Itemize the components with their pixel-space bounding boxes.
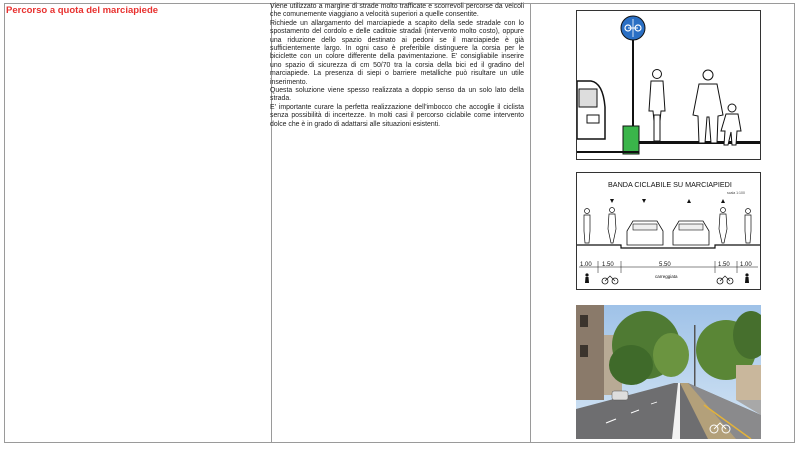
road-label: carreggiata — [655, 274, 678, 279]
description-paragraph: Richiede un allargamento del marciapiede a scapito della sede stradale con lo spostamento del cordolo e delle caditoie stradali (intervento molto costo), oppure una riduzione dello spazio destinato ai pedoni se il marciapiede è già sufficientemente largo. In ogni caso è preferibile distinguere la corsia per le biciclette con un colore differente della pavimentazione. E' consigliabile inserire uno spazio di sicurezza di cm 50/70 tra la corsia della bici ed il gradino del marciapiede. La presenza di siepi o barriere metalliche può risultare un utile inserimento. — [270, 19, 524, 86]
diagram-scale: scala 1:100 — [727, 191, 745, 195]
dimension-label: 1.50 — [602, 262, 614, 268]
bicycle-icon — [602, 276, 618, 284]
cross-section-diagram — [576, 172, 761, 290]
cycle-path-illustration — [576, 10, 761, 160]
pedestrian-icon — [745, 273, 749, 283]
pedestrian-icon — [585, 273, 589, 283]
description-paragraph: Viene utilizzato a margine di strade molto trafficate e scorrevoli percorse da veicoli che comunemente viaggiano a velocità superiori a quelle consentite. — [270, 3, 524, 19]
column-divider-2 — [530, 4, 531, 442]
diagram-title: BANDA CICLABILE SU MARCIAPIEDI — [608, 180, 732, 189]
section-title: Percorso a quota del marciapiede — [6, 5, 159, 16]
dimension-label: 1.50 — [718, 262, 730, 268]
description-paragraph: E' importante curare la perfetta realizzazione dell'imbocco che accoglie il ciclista senza possibilità di incertezze. In molti casi il percorso ciclabile come intervento dolce che è in grado di adattarsi alle situazioni esistenti. — [270, 103, 524, 128]
description-column — [270, 3, 524, 129]
street-photo — [576, 305, 761, 439]
dimension-label: 1.00 — [740, 262, 752, 268]
dimension-label: 5.50 — [659, 262, 671, 268]
title-column — [6, 5, 256, 17]
dimension-label: 1.00 — [580, 262, 592, 268]
bicycle-icon — [717, 276, 733, 284]
description-paragraph: Questa soluzione viene spesso realizzata a doppio senso da un solo lato della strada. — [270, 87, 524, 103]
